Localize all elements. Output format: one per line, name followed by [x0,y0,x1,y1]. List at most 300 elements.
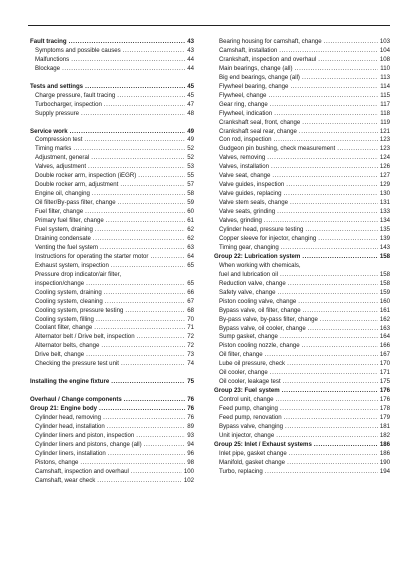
toc-page-number: 65 [187,279,194,287]
toc-left-column [30,38,194,486]
toc-entry-title: Feed pump, changing [219,405,278,413]
toc-dot-leader [324,38,378,47]
toc-page-number: 113 [380,73,390,81]
toc-page-number: 45 [187,82,194,90]
toc-entry[interactable] [214,163,390,172]
toc-entry[interactable] [214,172,390,181]
toc-entry[interactable] [214,101,390,110]
toc-entry-title: Cylinder head, installation [35,422,105,430]
toc-entry[interactable] [30,441,194,450]
toc-dot-leader [284,414,378,423]
toc-dot-leader [265,468,378,477]
toc-entry[interactable] [30,342,194,351]
toc-dot-leader [290,83,378,92]
toc-page-number: 73 [187,351,194,359]
toc-entry[interactable] [30,423,194,432]
toc-dot-leader [280,333,378,342]
toc-entry-title: Cylinder head, pressure testing [219,226,304,234]
toc-entry[interactable] [30,65,194,74]
toc-dot-leader [106,217,185,226]
toc-dot-leader [111,262,185,271]
toc-dot-leader [86,351,185,360]
toc-entry[interactable] [30,145,194,154]
toc-entry[interactable] [214,38,390,47]
toc-entry[interactable] [214,65,390,74]
toc-entry-title: Crankshaft, inspection and overhaul [219,55,317,63]
toc-entry[interactable] [214,235,390,244]
toc-entry-title: Group 22: Lubrication system [214,252,301,260]
toc-entry[interactable] [30,307,194,316]
toc-dot-leader [290,199,378,208]
toc-entry[interactable] [30,477,194,486]
toc-entry[interactable] [214,128,390,137]
toc-heading[interactable] [214,253,390,262]
toc-dot-leader [121,360,185,369]
toc-page-number: 124 [379,154,390,162]
toc-entry[interactable] [214,119,390,128]
toc-page-number: 52 [187,154,194,162]
toc-entry-title: Oil cooler, leakage test [219,378,281,386]
toc-dot-leader [276,432,378,441]
toc-page-number: 89 [187,422,194,430]
toc-entry-title: Flywheel bearing, change [219,82,289,90]
toc-entry[interactable] [30,56,194,65]
toc-page-number: 178 [379,405,390,413]
toc-entry-title: Con rod, inspection [219,136,272,144]
toc-entry-title: Pistons, change [35,458,79,466]
toc-dot-leader [272,172,377,181]
toc-entry[interactable] [30,217,194,226]
toc-entry[interactable] [214,136,390,145]
toc-entry[interactable] [30,199,194,208]
toc-heading[interactable] [214,441,390,450]
toc-dot-leader [118,199,186,208]
toc-dot-leader [94,324,185,333]
toc-page-number: 93 [187,431,194,439]
toc-dot-leader [318,56,378,65]
toc-dot-leader [69,38,186,47]
toc-dot-leader [277,208,378,217]
toc-page-number: 167 [379,351,390,359]
toc-dot-leader [92,190,185,199]
toc-entry[interactable] [30,208,194,217]
toc-dot-leader [85,208,185,217]
toc-page-number: 114 [380,82,390,90]
toc-entry[interactable] [30,316,194,325]
toc-entry[interactable] [30,92,194,101]
toc-page-number: 194 [379,467,390,475]
toc-page-number: 159 [379,288,390,296]
toc-dot-leader [71,56,185,65]
toc-entry-title: Cylinder liners and pistons, change (all) [35,440,142,448]
toc-entry[interactable] [30,110,194,119]
toc-page-number: 160 [379,297,390,305]
toc-page-number: 130 [379,190,390,198]
toc-dot-leader [285,423,378,432]
toc-entry[interactable] [214,378,390,387]
toc-page-number: 117 [380,100,390,108]
toc-dot-leader [284,190,378,199]
toc-entry[interactable] [214,307,390,316]
toc-dot-leader [144,441,186,450]
toc-page-number: 110 [380,64,390,72]
toc-entry[interactable] [214,208,390,217]
toc-page-number: 123 [379,145,390,153]
toc-dot-leader [287,459,378,468]
toc-dot-leader [265,351,378,360]
toc-page-number: 62 [187,234,194,242]
toc-dot-leader [274,110,378,119]
toc-right-column [214,38,390,477]
toc-entry-title: inspection/change [35,279,85,287]
toc-entry-title: Fuel filter, change [35,208,84,216]
toc-page-number: 76 [187,413,194,421]
toc-dot-leader [302,342,378,351]
toc-page-number: 171 [379,369,390,377]
toc-heading[interactable] [214,387,390,396]
toc-page-number: 76 [187,405,194,413]
toc-dot-leader [318,235,378,244]
toc-page-number: 176 [379,396,390,404]
toc-dot-leader [100,244,185,253]
top-rule [28,25,390,26]
toc-page-number: 76 [187,396,194,404]
toc-spacer [30,387,194,396]
toc-entry-title: Piston cooling valve, change [219,297,297,305]
toc-page-number: 65 [187,261,194,269]
toc-entry-title: Lube oil pressure, check [219,360,286,368]
toc-page-number: 158 [379,279,390,287]
toc-entry-title: Camshaft, installation [219,46,278,54]
toc-dot-leader [70,128,186,137]
toc-spacer [30,369,194,378]
toc-entry[interactable] [214,405,390,414]
toc-entry[interactable] [30,333,194,342]
toc-entry[interactable] [30,244,194,253]
toc-entry-title: Double rocker arm, inspection (iEGR) [35,172,137,180]
toc-page-number: 135 [379,226,390,234]
toc-heading[interactable] [30,83,194,92]
toc-spacer [30,119,194,128]
toc-entry-title: Symptoms and possible causes [35,46,121,54]
toc-entry[interactable] [30,47,194,56]
toc-entry-title: Service work [30,127,68,135]
toc-entry[interactable] [214,110,390,119]
toc-entry-title: Valves, grinding [219,217,262,225]
toc-entry-title: Unit injector, change [219,431,275,439]
toc-dot-leader [123,47,186,56]
toc-entry-title: Piston cooling nozzle, change [219,342,300,350]
toc-page-number: 70 [187,315,194,323]
toc-dot-leader [295,65,379,74]
toc-entry-title: Charge pressure, fault tracing [35,91,116,99]
toc-entry[interactable] [30,432,194,441]
toc-entry[interactable] [214,289,390,298]
toc-dot-leader [270,101,379,110]
toc-entry[interactable] [214,226,390,235]
toc-page-number: 119 [380,118,390,126]
toc-page-number: 121 [379,127,390,135]
toc-entry[interactable] [30,190,194,199]
toc-dot-leader [117,92,185,101]
toc-entry[interactable] [214,56,390,65]
toc-page-number: 68 [187,306,194,314]
toc-page-number: 175 [379,378,390,386]
toc-dot-leader [264,217,378,226]
toc-dot-leader [308,325,378,334]
toc-dot-leader [111,378,185,387]
toc-entry[interactable] [214,360,390,369]
toc-page-number: 58 [187,190,194,198]
toc-entry-title: By-pass valve, by-pass filter, change [219,315,318,323]
toc-page-number: 127 [379,172,390,180]
toc-page-number: 118 [380,109,390,117]
toc-entry-title: Coolant filter, change [35,324,93,332]
toc-entry[interactable] [214,325,390,334]
toc-entry[interactable] [30,235,194,244]
toc-page-number: 53 [187,163,194,171]
toc-dot-leader [103,414,185,423]
toc-entry[interactable] [30,101,194,110]
toc-entry-title: Gear ring, change [219,100,268,108]
toc-dot-leader [88,163,185,172]
toc-entry-title: Valve seats, grinding [219,208,276,216]
toc-entry[interactable] [214,459,390,468]
toc-dot-leader [137,333,186,342]
toc-dot-leader [302,253,377,262]
toc-dot-leader [276,396,378,405]
toc-entry[interactable] [214,351,390,360]
toc-page-number: 55 [187,172,194,180]
toc-heading[interactable] [30,405,194,414]
toc-dot-leader [107,423,185,432]
toc-dot-leader [105,298,185,307]
toc-dot-leader [120,181,185,190]
toc-entry[interactable] [214,154,390,163]
toc-entry[interactable] [30,351,194,360]
toc-entry-title: Pressure drop indicator/air filter, [35,270,122,278]
toc-entry[interactable] [30,154,194,163]
toc-dot-leader [299,128,378,137]
toc-entry[interactable] [214,145,390,154]
toc-entry-title: Bearing housing for camshaft, change [219,38,322,45]
toc-page-number: 129 [379,181,390,189]
toc-page-number: 126 [379,163,390,171]
toc-entry-title: Installing the engine fixture [30,378,110,386]
toc-entry[interactable] [214,450,390,459]
toc-entry-title: Fault tracing [30,38,67,45]
toc-entry[interactable] [30,360,194,369]
toc-dot-leader [282,387,378,396]
toc-page-number: 72 [187,333,194,341]
toc-page-number: 52 [187,145,194,153]
toc-entry-title: Exhaust system, inspection [35,261,109,269]
toc-dot-leader [303,307,378,316]
toc-dot-leader [97,477,182,486]
toc-page-number: 166 [379,342,390,350]
toc-entry-title: Group 21: Engine body [30,405,98,413]
toc-entry-title: Bypass valve, oil cooler, change [219,324,306,332]
toc-entry[interactable] [214,190,390,199]
toc-dot-leader [99,405,185,414]
toc-dot-leader [81,110,185,119]
toc-entry-title: Instructions for operating the starter motor [35,252,149,260]
toc-dot-leader [86,280,185,289]
toc-page-number: 163 [379,324,390,332]
toc-entry[interactable] [214,181,390,190]
toc-dot-leader [271,163,378,172]
toc-entry[interactable] [30,172,194,181]
toc-page-number: 179 [379,414,390,422]
toc-entry[interactable] [30,298,194,307]
toc-entry-title: Oil cooler, change [219,369,268,377]
toc-page-number: 103 [379,38,390,45]
toc-entry-title: Group 23: Fuel system [214,387,280,395]
toc-entry[interactable] [214,217,390,226]
toc-entry-title: Blockage [35,64,61,72]
toc-entry[interactable] [30,181,194,190]
toc-dot-leader [314,441,378,450]
toc-entry[interactable] [214,369,390,378]
toc-entry[interactable] [30,226,194,235]
toc-entry[interactable] [30,262,194,271]
toc-entry-title: Supply pressure [35,109,80,117]
toc-page-number: 104 [379,46,390,54]
toc-entry-title: Draining condensate [35,234,91,242]
toc-page-number: 71 [187,324,194,332]
toc-dot-leader [125,307,185,316]
toc-entry[interactable] [30,136,194,145]
toc-entry[interactable] [214,298,390,307]
toc-entry-title: Cylinder head, removing [35,413,102,421]
toc-entry[interactable] [214,199,390,208]
toc-entry-title: Cooling system, filling [35,315,94,323]
toc-entry[interactable] [30,163,194,172]
toc-dot-leader [84,136,185,145]
toc-page-number: 96 [187,449,194,457]
toc-page-number: 123 [379,136,390,144]
toc-entry-title: Feed pump, renovation [219,414,282,422]
toc-page-number: 64 [187,252,194,260]
toc-dot-leader [302,119,378,128]
toc-dot-leader [104,101,185,110]
toc-entry[interactable] [30,280,194,289]
toc-dot-leader [80,459,185,468]
toc-heading[interactable] [30,396,194,405]
toc-entry[interactable] [214,92,390,101]
toc-page-number: 57 [187,181,194,189]
toc-entry[interactable] [214,47,390,56]
toc-entry[interactable] [30,459,194,468]
toc-dot-leader [85,83,185,92]
toc-dot-leader [280,405,378,414]
toc-entry[interactable] [214,423,390,432]
toc-entry[interactable] [214,262,390,271]
toc-entry-title: Alternator belt / Drive belt, inspection [35,333,135,341]
toc-entry[interactable] [214,414,390,423]
toc-dot-leader [91,154,185,163]
toc-page-number: 158 [379,252,390,260]
toc-dot-leader [104,289,185,298]
toc-entry[interactable] [214,333,390,342]
toc-entry-title: Cylinder liners, installation [35,449,106,457]
toc-entry-title: Group 25: Inlet / Exhaust systems [214,440,312,448]
toc-entry-title: Timing gear, changing [219,243,279,251]
toc-entry-title: Adjustment, general [35,154,90,162]
toc-heading[interactable] [30,128,194,137]
toc-entry-title: Cooling system, cleaning [35,297,103,305]
toc-entry-title: Valve guides, replacing [219,190,282,198]
toc-page-number: 62 [187,225,194,233]
toc-page-number: 182 [379,431,390,439]
toc-entry[interactable] [214,468,390,477]
toc-dot-leader [270,369,378,378]
toc-heading[interactable] [30,378,194,387]
toc-entry-title: When working with chemicals, [219,261,301,269]
toc-page-number: 48 [187,109,194,117]
toc-entry[interactable] [214,74,390,83]
toc-dot-leader [280,271,378,280]
toc-dot-leader [138,172,185,181]
toc-entry-title: Turbo, replacing [219,467,263,475]
toc-entry[interactable] [214,280,390,289]
toc-entry[interactable] [30,289,194,298]
toc-heading[interactable] [30,38,194,47]
toc-entry-title: Checking the pressure test unit [35,360,120,368]
toc-entry[interactable] [214,83,390,92]
toc-dot-leader [278,289,378,298]
toc-entry-title: Valve guides, inspection [219,181,285,189]
toc-page-number: 43 [187,38,194,45]
toc-page-number: 115 [380,91,390,99]
toc-page-number: 63 [187,243,194,251]
toc-entry-title: Inlet pipe, gasket change [219,449,287,457]
toc-page-number: 45 [187,91,194,99]
toc-entry[interactable] [214,342,390,351]
toc-entry[interactable] [30,324,194,333]
toc-entry-title: Gudgeon pin bushing, check measurement [219,145,336,153]
toc-entry-title: Valve seat, change [219,172,271,180]
toc-entry-title: Malfunctions [35,55,70,63]
toc-entry[interactable] [214,432,390,441]
toc-entry[interactable] [30,468,194,477]
toc-entry-title: Main bearings, change (all) [219,64,293,72]
toc-entry[interactable] [214,316,390,325]
toc-entry-title: Sump gasket, change [219,333,278,341]
toc-entry-title: Crankshaft seal rear, change [219,127,297,135]
toc-entry[interactable] [214,271,390,280]
toc-entry[interactable] [30,253,194,262]
toc-entry-title: Valves, adjustment [35,163,87,171]
toc-page-number: 139 [379,234,390,242]
toc-dot-leader [96,316,185,325]
toc-dot-leader [320,316,378,325]
toc-entry-title: Tests and settings [30,82,84,90]
toc-entry[interactable] [30,271,194,280]
toc-entry[interactable] [214,396,390,405]
toc-dot-leader [124,396,185,405]
toc-entry-title: Control unit, change [219,396,274,404]
toc-entry[interactable] [30,414,194,423]
toc-dot-leader [73,145,185,154]
toc-page-number: 44 [187,55,194,63]
toc-page-number: 186 [379,449,390,457]
toc-dot-leader [131,468,182,477]
toc-entry[interactable] [214,244,390,253]
toc-entry[interactable] [30,450,194,459]
toc-page-number: 186 [379,440,390,448]
toc-dot-leader [287,360,378,369]
